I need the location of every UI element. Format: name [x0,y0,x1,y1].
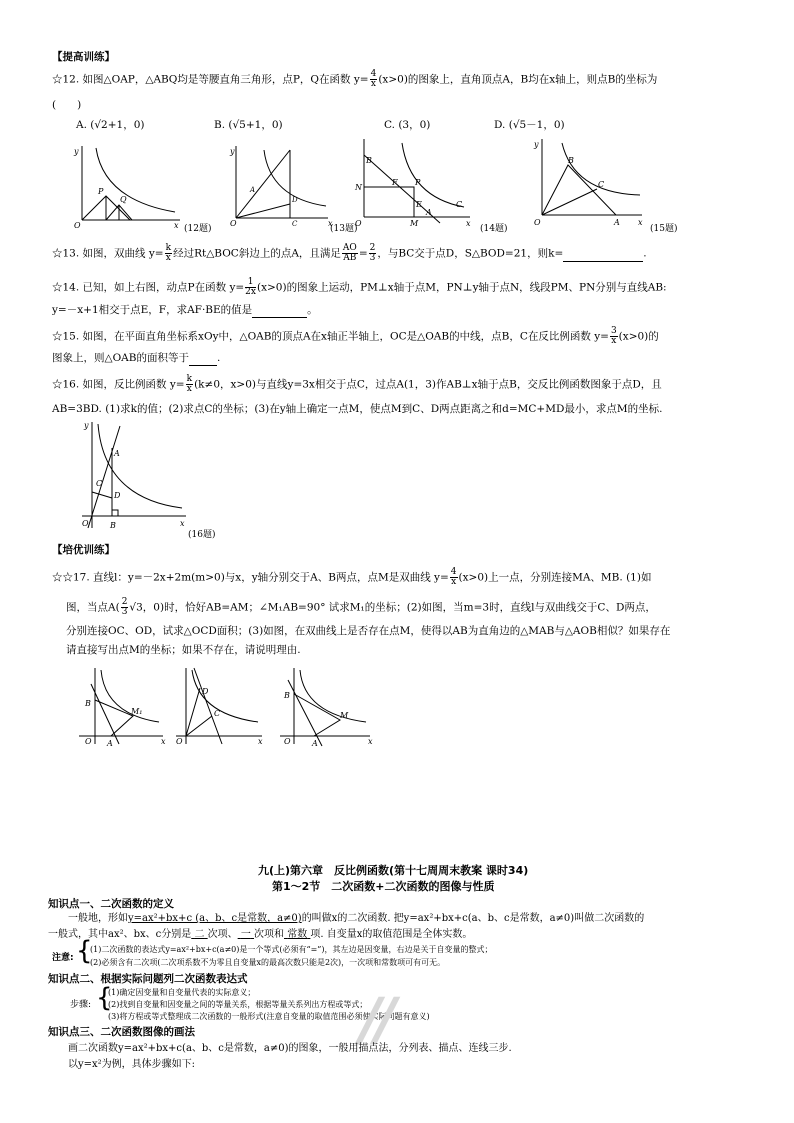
brace-icon: { [76,936,93,966]
svg-text:C: C [456,200,463,209]
svg-text:B: B [85,699,91,708]
svg-text:C: C [292,220,298,228]
figure-15 [530,135,650,230]
step-1: (1)确定因变量和自变量代表的实际意义； [108,988,256,997]
svg-text:A: A [312,739,318,748]
svg-text:O: O [176,737,183,746]
svg-text:B: B [568,156,574,165]
svg-text:C: C [96,479,103,488]
svg-text:B: B [284,691,290,700]
svg-text:F: F [392,178,398,187]
svg-text:y: y [74,147,79,156]
answer-blank[interactable] [252,303,307,318]
figure-12-caption: (12题) [184,224,212,234]
question-17-line1: ☆☆17. 直线l：y=－2x+2m(m>0)与x，y轴分别交于A、B两点，点M是双曲线 y= $\frac{4}{x}$ (x>0)上一点，分别连接MA、MB. (1)如 [52,567,652,587]
question-17-line3: 分别连接OC、OD，试求△OCD面积；(3)如图，在双曲线上是否存在点M，使得以AB为直角边的△MAB与△AOB相似？如果存在 [66,625,671,637]
svg-text:x: x [258,737,263,746]
svg-text:B: B [366,156,372,165]
svg-text:x: x [161,737,166,746]
svg-text:D: D [202,687,209,696]
svg-text:A: A [250,186,256,194]
figure-13-caption: (13题) [330,224,358,234]
lesson-subheader: 第1～2节 二次函数+二次函数的图像与性质 [272,880,495,893]
kp3-para1: 画二次函数y=ax²+bx+c(a、b、c是常数，a≠0)的图象，一般用描点法，分列表、描点、连线三步. [68,1043,512,1054]
svg-text:O: O [284,737,291,746]
note-label: 注意: [52,953,74,963]
figure-16 [78,418,198,534]
svg-text:O: O [534,218,541,227]
svg-text:x: x [174,221,179,230]
svg-text:x: x [368,737,373,746]
section-title-advanced: 【培优训练】 [52,544,115,556]
svg-text:O: O [230,219,237,228]
svg-text:P: P [415,178,421,187]
lesson-header: 九(上)第六章 反比例函数(第十七周周末教案 课时34) [258,864,529,877]
svg-text:D: D [114,491,121,500]
figure-15-caption: (15题) [650,224,678,234]
question-15-line2: 图象上，则△OAB的面积等于 . [52,352,221,364]
figure-16-caption: (16题) [188,530,216,540]
question-16-line1: ☆16. 如图，反比例函数 y= $\frac{k}{x}$ (k≠0，x>0)与直线y=3x相交于点C，过点A(1，3)作AB⊥x轴于点B，交反比例函数图象于点D，且 [52,374,662,394]
svg-text:O: O [85,737,92,746]
figure-17-2 [172,664,267,748]
svg-text:M₁: M₁ [131,707,143,716]
question-14-line1: ☆14. 已知，如上右图，动点P在函数 y= $\frac{1}{2x}$ (x>0)的图象上运动，PM⊥x轴于点M，PN⊥y轴于点N，线段PM、PN分别与直线AB: [52,277,667,297]
question-14-line2: y=－x+1相交于点E，F，求AF·BE的值是 。 [52,304,318,316]
kp1-para1: 一般地，形如y=ax²+bx+c (a、b、c是常数，a≠0)的叫做x的二次函数. 把y=ax²+bx+c(a、b、c是常数，a≠0)叫做二次函数的 [68,913,645,924]
svg-text:x: x [180,519,185,528]
svg-text:y: y [230,147,235,156]
knowledge-point-2-title: 知识点二、根据实际问题列二次函数表达式 [48,973,248,985]
figure-13 [228,140,338,230]
svg-text:A: A [426,208,432,217]
svg-text:C: C [214,709,221,718]
figure-12 [70,140,210,230]
svg-text:P: P [98,187,104,196]
question-15-line1: ☆15. 如图，在平面直角坐标系xOy中，△OAB的顶点A在x轴正半轴上，OC是△OAB的中线，点B，C在反比例函数 y= $\frac{3}{x}$ (x>0)的 [52,326,659,346]
question-16-line2: AB=3BD. (1)求k的值；(2)求点C的坐标；(3)在y轴上确定一点M，使点M到C、D两点距离之和d=MC+MD最小，求点M的坐标. [52,403,663,415]
note-2: (2)必须含有二次项(二次项系数不为零且自变量x的最高次数只能是2次)，一次项和常数项可有可无。 [90,958,446,967]
figure-14 [352,135,482,230]
svg-text:O: O [74,221,81,230]
step-2: (2)找到自变量和因变量之间的等量关系，根据等量关系列出方程或等式； [108,1000,368,1009]
svg-text:N: N [355,183,362,192]
svg-text:M: M [410,219,419,228]
option-c: C. (3，0) [384,119,431,131]
section-title-practice: 【提高训练】 [52,51,115,63]
question-13: ☆13. 如图，双曲线 y= $\frac{k}{x}$ 经过Rt△BOC斜边上的点A，且满足 $\frac{AO}{AB}$ = $\frac{2}{3}$ ，与BC交于点D，S△BOD=21，则k= . [52,243,647,263]
svg-text:B: B [110,521,116,530]
figure-17-3 [276,664,376,748]
watermark: // [360,985,391,1053]
knowledge-point-3-title: 知识点三、二次函数图像的画法 [48,1026,195,1038]
knowledge-point-1-title: 知识点一、二次函数的定义 [48,898,174,910]
option-d: D. (√5－1，0) [494,119,565,131]
question-17-line2: 图，当点A( $\frac{2}{3}$ √3，0)时，恰好AB=AM；∠M₁AB=90° 试求M₁的坐标；(2)如图，当m=3时，直线l与双曲线交于C、D两点， [66,597,656,617]
option-b: B. (√5+1，0) [214,119,283,131]
fraction: $\frac{4}{x}$ [370,69,377,89]
brace-icon: { [96,983,113,1013]
question-17-line4: 请直接写出点M的坐标；如果不存在，请说明理由. [66,644,301,656]
answer-blank[interactable] [563,247,643,262]
svg-text:x: x [328,219,333,228]
svg-text:A: A [107,739,113,748]
svg-text:O: O [355,219,362,228]
answer-blank[interactable] [189,351,217,366]
kp3-para2: 以y=x²为例，具体步骤如下: [68,1059,196,1070]
step-3: (3)将方程或等式整理成二次函数的一般形式(注意自变量的取值范围必须使实际问题有意义) [108,1012,430,1021]
svg-text:A: A [614,218,620,227]
svg-text:Q: Q [120,195,127,204]
question-12-line1: ☆12. 如图△OAP，△ABQ均是等腰直角三角形，点P，Q在函数 y= $\frac{4}{x}$ (x>0)的图象上，直角顶点A，B均在x轴上，则点B的坐标为 [52,69,658,89]
figure-17-1 [75,664,170,748]
svg-text:E: E [416,200,422,209]
svg-text:x: x [466,219,471,228]
svg-text:O: O [82,519,89,528]
svg-text:x: x [638,218,643,227]
svg-text:M: M [340,711,349,720]
svg-text:y: y [534,140,539,149]
svg-text:A: A [114,449,120,458]
answer-paren: ( ) [52,99,82,111]
option-a: A. (√2+1，0) [76,119,145,131]
note-1: (1)二次函数的表达式y=ax²+bx+c(a≠0)是一个等式(必须有“=”)，其左边是因变量，右边是关于自变量的整式； [90,945,493,954]
svg-text:D: D [292,196,298,204]
kp1-para2: 一般式，其中ax²、bx、c分别是 二 次项、 一 次项和 常数 项. 自变量x的取值范围是全体实数。 [48,929,473,940]
step-label: 步骤: [70,1000,92,1010]
svg-text:C: C [598,180,605,189]
svg-text:y: y [84,421,89,430]
figure-14-caption: (14题) [480,224,508,234]
